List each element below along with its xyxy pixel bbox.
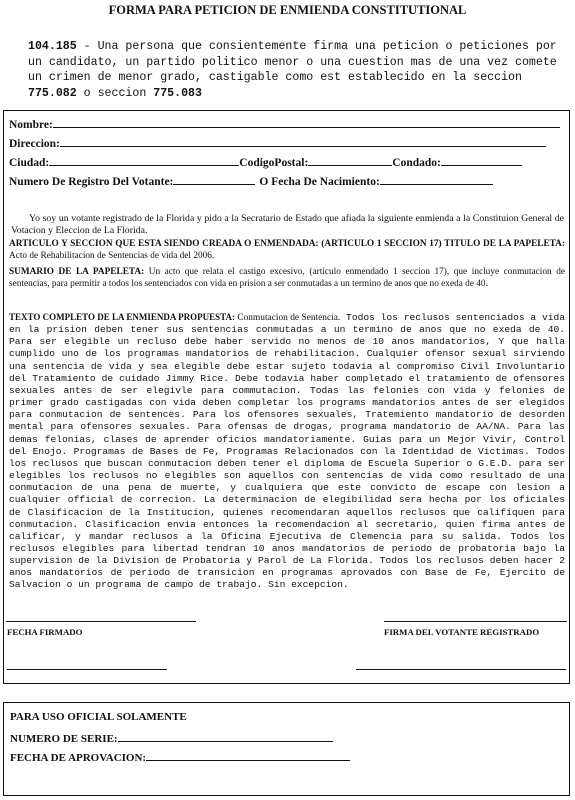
ciudad-label: Ciudad: <box>9 157 50 169</box>
full-text-body: Todos los reclusos sentenciados a vida en la prision deben tener sus sentencias conmutadas a un termino de anos que no exeda de 40. Para ser elegible un recluso debe haber servido no menos de 10 anos mandatorios, Y que halla cumplido uno de los programas mandatorios de rehabilitacion. Cualquier ofensor sexual sirviendo una sentencia de vida y sea elegible debe estar sujeto todavia al compromiso Civil Involuntario del Tratamiento de cuidado Jimmy Rice. Debe todavia haber completado el tratamiento de ofensores sexuales antes de ser elegivle para commutacion. Todas las felonies con vida y felonies de primer grado castigadas con vida deben completar los programs mandatorios antes de ser elegidos para conmutacion de sentences. Para los ofensores sexuales, Tratemiento mandatorio de desorden mental para ofensores sexuales. Para ofensas de drogas, programa mandatorio de AA/NA. Para las demas felonias, clases de aprender oficios mandatoriamente. Guias para un Mejor Vivir, Control del Enojo. Programas de Bases de Fe, Programas Relacionados con la Identidad de Victimas. Todos los reclusos que buscan conmutacion deben tener el diploma de Escuela Superior o G.E.D. para ser elegibles los reclusos no elegibles son aquellos con sentencias de vida como resultado de una conmutacion de una pena de muerte, y cualquiera que este convicto de escape con lesion a cualquier official de correcion. La determinacion de elegibilidad sera hecha por los oficiales de Clasificacion de la Institucion, quienes recomendaran aquellos reclusos que califiquen para conmutacion. Clasificacion envia entonces la recomendacion al secretario, quien firma antes de calificar, y mandar reclusos a la Oficina Ejecutiva de Clemencia para su salida. Todos los reclusos elegibles para libertad tendran 10 anos mandatorios de periodo de probatoria bajo la supervision de la Division de Probatoria y Parol de La Florida. Todos los reclusos deben hacer 2 anos mandatorios de periodo de transicion en programas aprovados con Base de Fe, Ejercito de Salvacion o un programa de campo de trabajo. Sin excepcion. <box>9 312 566 591</box>
voter-signature-line[interactable] <box>356 669 566 670</box>
article-section <box>9 239 565 262</box>
statute-warning <box>28 39 558 101</box>
statute-text: - Una persona que consientemente firma una peticion o peticiones por un candidato, un partido politico menor o una cuestion mas de una vez comete un crimen de menor grado, castigable como est establecido en la seccion <box>28 40 557 84</box>
registro-label: Numero De Registro Del Votante: <box>9 176 174 188</box>
serial-row <box>10 730 333 745</box>
direccion-label: Direccion: <box>9 138 60 150</box>
codigo-postal-label: CodigoPostal: <box>239 157 309 169</box>
approval-label: FECHA DE APROVACION: <box>10 752 147 764</box>
nombre-row <box>9 116 560 131</box>
serial-label: NUMERO DE SERIE: <box>10 733 118 745</box>
nacimiento-label: O Fecha De Nacimiento: <box>259 176 380 188</box>
serial-field[interactable] <box>118 730 333 742</box>
voter-signature-top-line <box>384 621 567 622</box>
summary-text: Un acto que relata el castigo excesivo, (articulo enmendado 1 seccion 17), que incluye conmutacion de sentencias, para permitir a todos los sentenciados con vida en prision a ser conmutadas a un termino de anos que no exeda de 40. <box>9 267 565 289</box>
direccion-row <box>9 135 546 150</box>
full-text-label: TEXTO COMPLETO DE LA ENMIENDA PROPUESTA: <box>9 312 235 322</box>
official-use-box <box>3 702 570 796</box>
ciudad-field[interactable] <box>49 154 239 166</box>
condado-field[interactable] <box>441 154 522 166</box>
summary-section <box>9 267 565 290</box>
statute-ref-2: 775.083 <box>153 86 202 100</box>
summary-label: SUMARIO DE LA PAPELETA: <box>9 267 145 277</box>
ciudad-row <box>9 154 522 169</box>
approval-row <box>10 749 350 764</box>
voter-oath: Yo soy un votante registrado de la Florida y pido a la Secratario de Estado que afiada la siguiente enmienda a la Constituion General de Votacion y Eleccion de La Florida. <box>11 213 564 236</box>
official-heading: PARA USO OFICIAL SOLAMENTE <box>10 711 187 723</box>
statute-text-mid: o seccion <box>76 86 154 100</box>
approval-field[interactable] <box>146 749 350 761</box>
codigo-postal-field[interactable] <box>308 154 392 166</box>
statute-code: 104.185 <box>28 40 77 53</box>
full-text-intro: Conmutacion de Sentencia. <box>234 313 341 323</box>
direccion-field[interactable] <box>60 135 546 147</box>
registro-field[interactable] <box>173 173 255 185</box>
article-text: Acto de Rehabilitacion de Sentencias de vida del 2006. <box>9 250 215 261</box>
form-title: FORMA PARA PETICION DE ENMIENDA CONSTITUTIONAL <box>108 3 467 17</box>
full-text-section <box>9 311 565 592</box>
registro-row <box>9 173 493 188</box>
date-signed-line[interactable] <box>7 669 167 670</box>
nombre-label: Nombre: <box>9 119 53 131</box>
statute-ref-1: 775.082 <box>28 86 77 100</box>
condado-label: Condado: <box>392 157 441 169</box>
date-signed-label: FECHA FIRMADO <box>7 627 83 637</box>
voter-signature-label: FIRMA DEL VOTANTE REGISTRADO <box>384 627 540 637</box>
nacimiento-field[interactable] <box>380 173 493 185</box>
article-label: ARTICULO Y SECCION QUE ESTA SIENDO CREADA O ENMENDADA: (ARTICULO 1 SECCION 17) TITULO DE LA PAPELETA: <box>9 239 565 249</box>
petition-form-box <box>3 110 570 684</box>
date-signed-top-line <box>6 621 196 622</box>
nombre-field[interactable] <box>53 116 560 128</box>
